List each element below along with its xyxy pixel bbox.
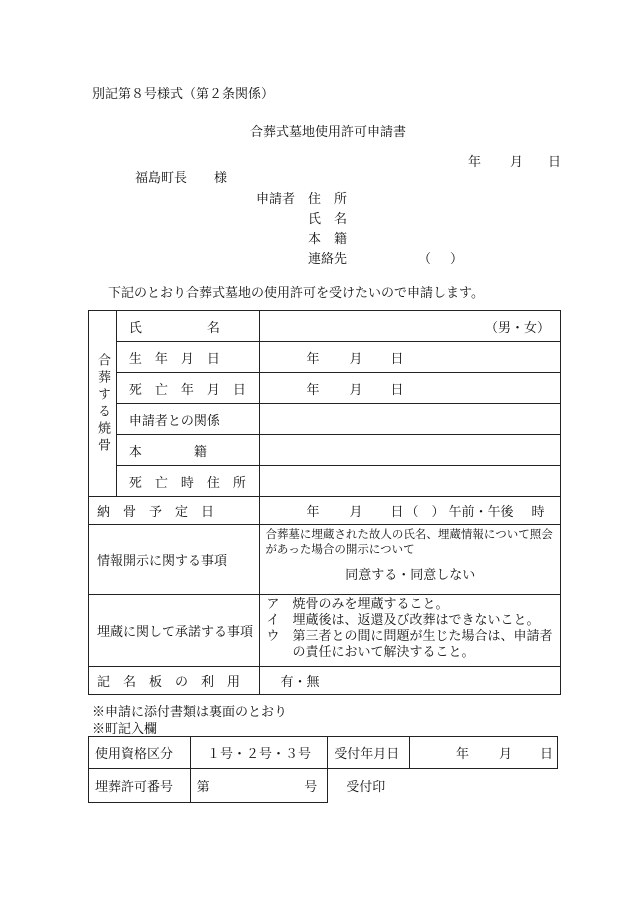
attachments-note: ※申請に添付書類は裏面のとおり <box>92 705 288 720</box>
applicant-name-label: 氏 名 <box>308 212 348 227</box>
row-label-plaque: 記 名 板 の 利 用 <box>89 667 260 695</box>
gender-select[interactable]: （男・女） <box>484 320 550 336</box>
death-address-field[interactable] <box>260 466 561 497</box>
applicant-label: 申請者 <box>256 192 296 207</box>
received-date-field[interactable]: 年 月 日 <box>409 737 557 769</box>
row-label-consent: 埋蔵に関して承諾する事項 <box>89 595 260 667</box>
burial-table <box>88 310 561 695</box>
remains-side-label <box>89 311 117 497</box>
addressee-name: 福島町長 <box>135 171 188 186</box>
row-label-domicile: 本 籍 <box>116 435 260 466</box>
disclosure-choice[interactable]: 同意する・同意しない <box>345 568 476 583</box>
row-label-birthdate: 生 年 月 日 <box>116 342 260 373</box>
applicant-address-label: 住 所 <box>308 192 348 207</box>
date-month: 月 <box>510 155 524 170</box>
row-label-relationship: 申請者との関係 <box>116 404 260 435</box>
row-label-name: 氏 名 <box>116 311 260 342</box>
date-day: 日 <box>548 155 562 170</box>
contact-paren-close: ） <box>450 252 464 267</box>
birthdate-field[interactable]: 年 月 日 <box>260 342 561 373</box>
addressee-honorific: 様 <box>214 171 228 186</box>
burial-date-field[interactable]: 年 月 日 （ ） 午前・午後 時 <box>260 497 561 525</box>
applicant-domicile-label: 本 籍 <box>308 232 348 247</box>
remains-side-text: 合葬する焼骨 <box>94 352 110 455</box>
deceased-name-field[interactable] <box>260 311 561 342</box>
office-use-note: ※町記入欄 <box>92 722 158 737</box>
contact-paren-open: （ <box>418 252 432 267</box>
intro-text: 下記のとおり合葬式墓地の使用許可を受けたいので申請します。 <box>108 286 484 301</box>
row-label-deathdate: 死 亡 年 月 日 <box>116 373 260 404</box>
deathdate-field[interactable]: 年 月 日 <box>260 373 561 404</box>
received-date-label: 受付年月日 <box>328 737 410 769</box>
office-table <box>88 736 558 803</box>
row-label-death-address: 死 亡 時 住 所 <box>116 466 260 497</box>
consent-items: ア 焼骨のみを埋蔵すること。 イ 埋蔵後は、返還及び改葬はできないこと。 ウ 第三者との間に問題が生じた場合は、申請者の責任において解決すること。 <box>260 595 561 667</box>
relationship-field[interactable] <box>260 404 561 435</box>
disclosure-field <box>260 525 561 595</box>
stamp-area: 受付印 <box>328 769 558 803</box>
disclosure-note: 合葬墓に埋蔵された故人の氏名、埋蔵情報について照会があった場合の開示について <box>265 527 553 556</box>
page-title: 合葬式墓地使用許可申請書 <box>250 125 407 140</box>
form-number: 別記第８号様式（第２条関係） <box>92 87 275 102</box>
date-year: 年 <box>468 155 482 170</box>
plaque-choice[interactable]: 有・無 <box>260 667 561 695</box>
category-value[interactable]: １号・２号・３号 <box>190 737 328 769</box>
applicant-contact-label: 連絡先 <box>308 252 348 267</box>
category-label: 使用資格区分 <box>89 737 191 769</box>
row-label-burial-date: 納 骨 予 定 日 <box>89 497 260 525</box>
row-label-disclosure: 情報開示に関する事項 <box>89 525 260 595</box>
permit-number-label: 埋葬許可番号 <box>89 769 191 803</box>
permit-number-field[interactable]: 第 号 <box>190 769 328 803</box>
domicile-field[interactable] <box>260 435 561 466</box>
